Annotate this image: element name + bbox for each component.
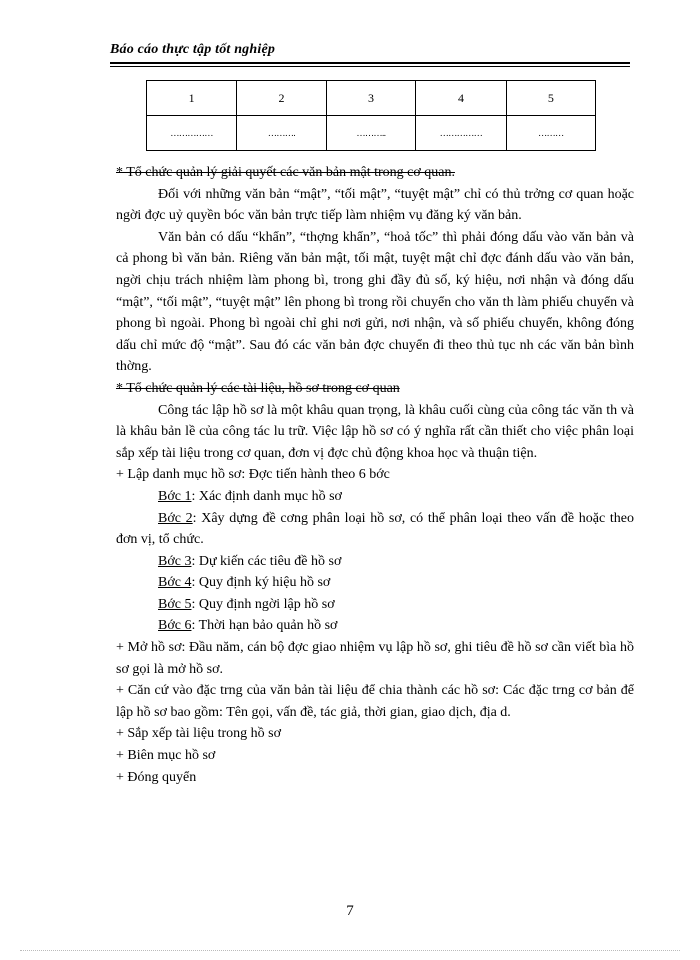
section-heading-secret-docs: * Tổ chức quản lý giải quyết các văn bản mật trong cơ quan. [116, 165, 455, 180]
table-header-cell: 2 [237, 81, 326, 116]
table-cell: ………. [237, 116, 326, 151]
table-cell: …………… [147, 116, 237, 151]
step-text: : Dự kiến các tiêu đề hồ sơ [191, 553, 342, 569]
list-item: + Biên mục hồ sơ [116, 748, 216, 764]
table-header-row [147, 81, 596, 116]
records-table [146, 80, 596, 151]
footer-divider [20, 950, 680, 951]
step-text: : Thời hạn bảo quản hồ sơ [191, 618, 338, 634]
list-item: + Lập danh mục hồ sơ: Đợc tiến hành theo 6 bớc [116, 467, 390, 483]
step-item [116, 508, 634, 551]
table-header-cell: 1 [147, 81, 237, 116]
list-item: + Đóng quyển [116, 769, 197, 785]
step-text: : Xây dựng đề cơng phân loại hồ sơ, có thể phân loại theo vấn đề hoặc theo đơn vị, tổ chức. [116, 510, 634, 548]
section-heading-records: * Tổ chức quản lý các tài liệu, hồ sơ trong cơ quan [116, 380, 400, 396]
step-text: : Quy định ngời lập hồ sơ [191, 596, 335, 612]
table-header-cell: 5 [506, 81, 595, 116]
table-cell: …………… [416, 116, 506, 151]
step-item [116, 615, 634, 637]
step-label: Bớc 1 [158, 488, 192, 504]
page-header-title: Báo cáo thực tập tốt nghiệp [110, 42, 276, 57]
list-item: + Sắp xếp tài liệu trong hồ sơ [116, 726, 281, 742]
step-item [116, 486, 634, 508]
step-item [116, 572, 634, 594]
step-text: : Quy định ký hiệu hồ sơ [191, 575, 331, 591]
step-item [116, 594, 634, 616]
table-header-cell: 3 [326, 81, 416, 116]
table-cell: ……… [506, 116, 595, 151]
step-label: Bớc 4 [158, 575, 192, 591]
step-text: : Xác định danh mục hồ sơ [191, 488, 342, 504]
table-header-cell: 4 [416, 81, 506, 116]
step-item [116, 551, 634, 573]
paragraph: Công tác lập hồ sơ là một khâu quan trọng, là khâu cuối cùng của công tác văn th và là khâu bản lề của công tác lu trữ. Việc lập hồ sơ có ý nghĩa rất cần thiết cho việc phân loại sắp xếp tài liệu trong cơ quan, đơn vị đợc chủ động khoa học và thuận tiện. [116, 402, 634, 461]
step-label: Bớc 3 [158, 553, 192, 569]
table-cell: ……….. [326, 116, 416, 151]
step-label: Bớc 5 [158, 596, 192, 612]
page-number: 7 [346, 903, 354, 919]
table-row [147, 116, 596, 151]
list-item: + Căn cứ vào đặc trng của văn bản tài liệu để chia thành các hồ sơ: Các đặc trng cơ bản để lập hồ sơ bao gồm: Tên gọi, vấn đề, tác giả, thời gian, giao dịch, địa d. [116, 683, 634, 720]
step-label: Bớc 6 [158, 618, 192, 634]
paragraph: Đối với những văn bản “mật”, “tối mật”, “tuyệt mật” chỉ có thủ trởng cơ quan hoặc ngời đợc uỷ quyền bóc văn bản trực tiếp làm nhiệm vụ đăng ký văn bản. [116, 186, 634, 224]
step-label: Bớc 2 [158, 510, 193, 526]
header-rule [110, 62, 630, 64]
paragraph: Văn bản có dấu “khẩn”, “thợng khẩn”, “hoả tốc” thì phải đóng dấu vào văn bản và cả phong bì văn bản. Riêng văn bản mật, tối mật, tuyệt mật chỉ đợc đánh dấu vào văn bản, ngời chịu trách nhiệm làm phong bì, trong ghi đầy đủ số, ký hiệu, nơi nhận và đóng dấu “mật”, “tối mật”, “tuyệt mật” lên phong bì trong rồi chuyển cho văn th làm phiếu chuyển và phong bì ngoài. Phong bì ngoài chỉ ghi nơi gửi, nơi nhận, và số phiếu chuyển, không đóng dấu chỉ mức độ “mật”. Sau đó các văn bản đợc chuyển đi theo thủ tục nh các văn bản bình thờng. [116, 229, 634, 375]
list-item: + Mở hồ sơ: Đầu năm, cán bộ đợc giao nhiệm vụ lập hồ sơ, ghi tiêu đề hồ sơ cần viết bìa hồ sơ gọi là mở hồ sơ. [116, 640, 634, 677]
document-body [116, 162, 634, 788]
header-rule-thin [110, 66, 630, 67]
